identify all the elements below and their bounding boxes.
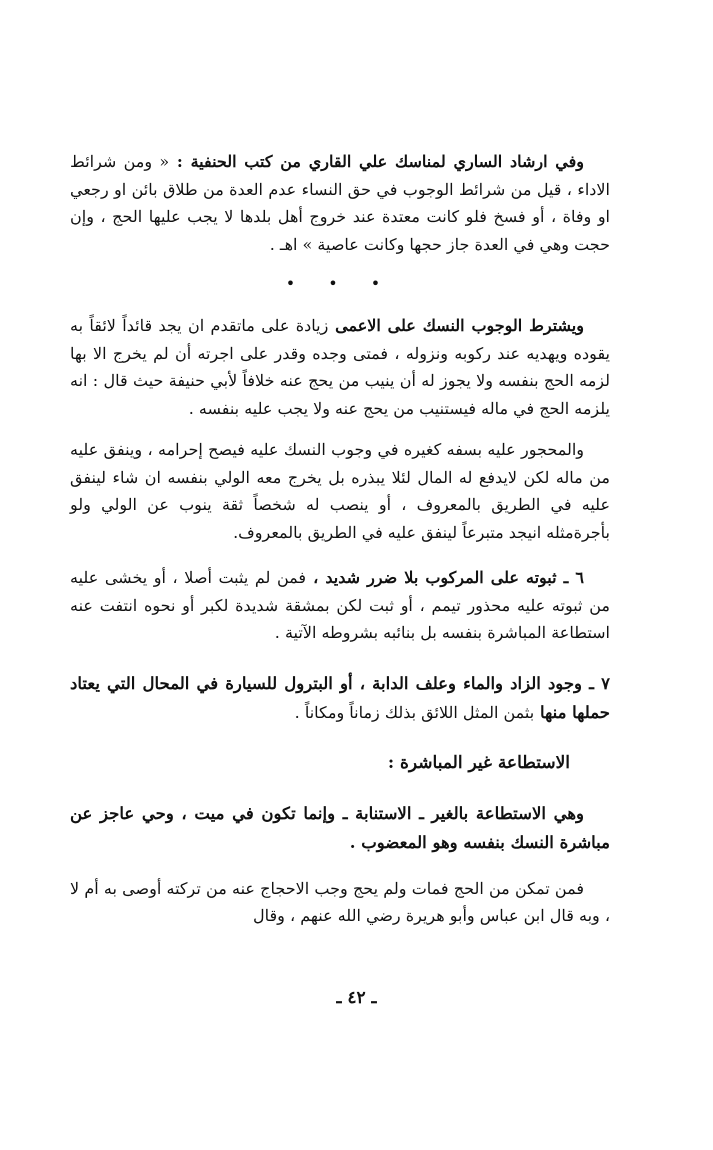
- paragraph-mawt: فمن تمكن من الحج فمات ولم يحج وجب الاحجاج عنه من تركته أوصى به أم لا ، وبه قال ابن عباس وأبو هريرة رضي الله عنهم ، وقال: [70, 878, 610, 925]
- paragraph-irshad: [70, 148, 610, 258]
- paragraph-blind: [70, 312, 610, 422]
- paragraph-istinaba: وهي الاستطاعة بالغير ـ الاستنابة ـ وإنما تكون في ميت ، وحي عاجز عن مباشرة النسك بنفسه وهو المعضوب .: [70, 803, 610, 852]
- paragraph-item-6: [70, 564, 610, 647]
- section-heading: الاستطاعة غير المباشرة :: [387, 752, 570, 773]
- page-body: [70, 148, 610, 930]
- item-6-lead: ٦ ـ ثبوته على المركوب بلا ضرر شديد ،: [306, 568, 585, 587]
- paragraph-item-7: [70, 669, 610, 727]
- page-number: ـ ٤٢ ـ: [336, 988, 377, 1008]
- paragraph-blind-text: زيادة على ماتقدم ان يجد قائداً لائقاً به يقوده ويهديه عند ركوبه ونزوله ، فمتى وجده وقدر على اجرته أن لم يخرج الا بها لزمه الحج بنفسه ولا يجوز له أن ينيب من يحج عنه خلافاً لأبي حنيفة حيث قال : انه يلزمه الحج في ماله فيستنيب من يحج عنه ولا يجب عليه بنفسه .: [70, 316, 610, 418]
- item-7-lead: ٧ ـ وجود الزاد والماء وعلف الدابة ، أو البترول للسيارة في المحال التي يعتاد حملها منها: [70, 673, 610, 722]
- paragraph-irshad-text: « ومن شرائط الاداء ، قيل من شرائط الوجوب في حق النساء عدم العدة من طلاق بائن او رجعي او وفاة ، أو فسخ فلو كانت معتدة عند خروج أهل بلدها لا يجب عليها الحج ، وإن حجت وهي في العدة جاز حجها وكانت عاصية » اهـ .: [70, 152, 610, 254]
- paragraph-blind-lead: ويشترط الوجوب النسك على الاعمى: [328, 316, 584, 335]
- item-7-text: بثمن المثل اللائق بذلك زماناً ومكاناً .: [294, 702, 535, 722]
- section-separator: • • •: [285, 274, 395, 293]
- item-6-text: فمن لم يثبت أصلا ، أو يخشى عليه من ثبوته عليه محذور تيمم ، أو ثبت لكن بمشقة شديدة لكبر أو نحوه انتفت عنه استطاعة المباشرة بنفسه بل بنائبه بشروطه الآتية .: [70, 568, 610, 642]
- paragraph-mahjur: والمحجور عليه بسفه كغيره في وجوب النسك عليه فيصح إحرامه ، وينفق عليه من ماله لكن لايدفع له المال لئلا يبذره بل يخرج معه الولي بنفسه ان شاء لينفق عليه في الطريق بالمعروف ، أو ينصب له شخصاً ثقة ينوب عن الولي ولو بأجرةمثله انيجد متبرعاً لينفق عليه في الطريق بالمعروف.: [70, 440, 610, 542]
- paragraph-irshad-lead: وفي ارشاد الساري لمناسك علي القاري من كتب الحنفية :: [169, 152, 584, 171]
